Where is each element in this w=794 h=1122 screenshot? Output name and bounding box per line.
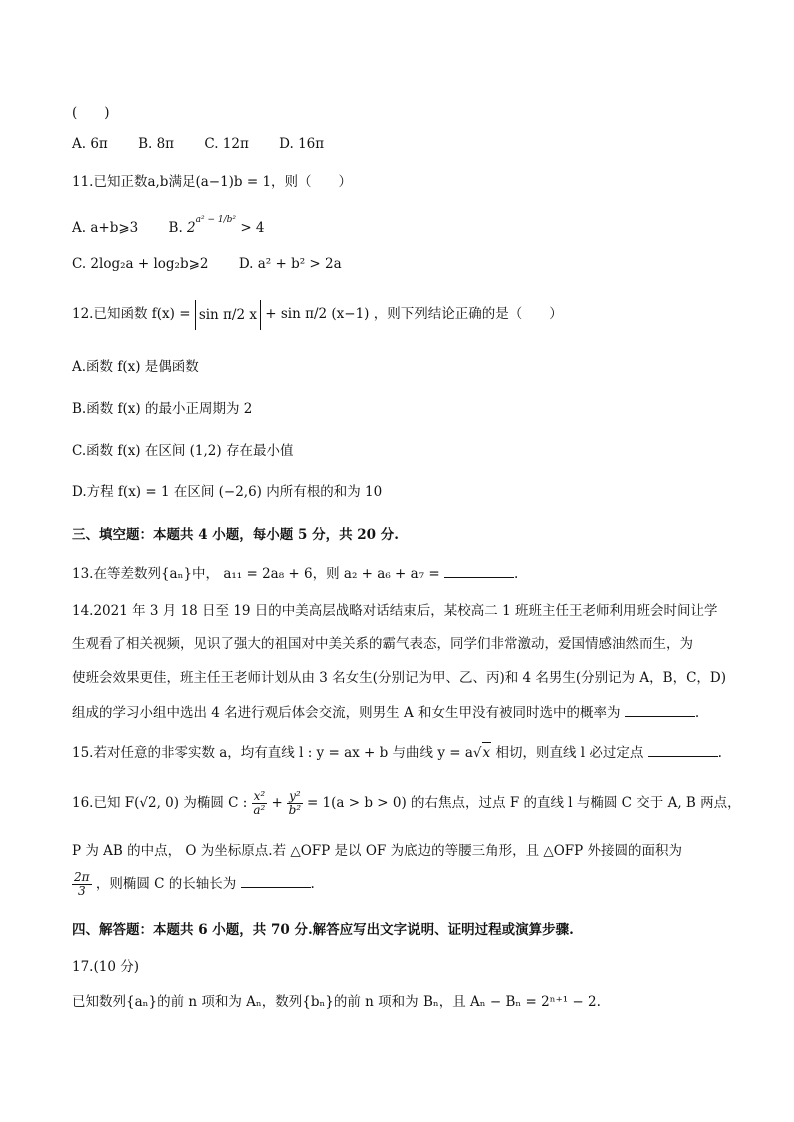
q16-fraction-area-numerator: 2π (74, 870, 90, 884)
q11-option-c: C. 2log₂a + log₂b⩾2 (72, 256, 209, 272)
q16-line-3 (72, 866, 315, 902)
q14-end: . (694, 705, 700, 721)
q12-option-b: B.函数 f(x) 的最小正周期为 2 (72, 401, 253, 417)
q15 (72, 742, 722, 763)
q16-fraction-x (252, 790, 268, 817)
q16-fraction-area-denominator: 3 (77, 884, 86, 898)
q14-answer-blank (625, 704, 695, 717)
q15-suffix: 相切，则直线 l 必过定点 (495, 745, 644, 761)
q16-line-1-suffix: = 1(a > b > 0) 的右焦点，过点 F 的直线 l 与椭圆 C 交于 A, B 两点， (306, 795, 741, 811)
q13-text: 13.在等差数列{aₙ}中， a₁₁ = 2a₈ + 6，则 a₂ + a₆ + a₇ = (72, 566, 440, 582)
q15-sqrt-term: x (482, 742, 492, 763)
q13-answer-blank (444, 565, 514, 578)
q12-option-c: C.函数 f(x) 在区间 (1,2) 存在最小值 (72, 443, 294, 459)
q17-heading: 17.(10 分) (72, 959, 139, 975)
q15-answer-blank (648, 744, 718, 757)
q12-stem-prefix: 12.已知函数 f(x) = (72, 306, 191, 322)
q15-prefix: 15.若对任意的非零实数 a，均有直线 l : y = ax + b 与曲线 y = a (72, 745, 473, 761)
q11-option-b (168, 215, 265, 236)
q16-line-2: P 为 AB 的中点， O 为坐标原点.若 △OFP 是以 OF 为底边的等腰三角形，且 △OFP 外接圆的面积为 (72, 843, 683, 859)
q11-option-a: A. a+b⩾3 (72, 220, 139, 236)
q10-option-d: D. 16π (279, 136, 325, 152)
q17-text: 已知数列{aₙ}的前 n 项和为 Aₙ，数列{bₙ}的前 n 项和为 Bₙ，且 Aₙ − Bₙ = 2ⁿ⁺¹ − 2. (72, 994, 601, 1010)
q10-option-c: C. 12π (204, 136, 249, 152)
q10-paren: ( ) (72, 105, 110, 121)
section-4-heading: 四、解答题：本题共 6 小题，共 70 分.解答应写出文字说明、证明过程或演算步骤. (72, 922, 574, 938)
q11-options-ab (72, 210, 265, 238)
q15-end: . (717, 745, 722, 761)
q16-fraction-x-numerator: x² (253, 789, 266, 803)
q14-line-4-text: 组成的学习小组中选出 4 名进行观后体会交流，则男生 A 和女生甲没有被同时选中的概率为 (72, 705, 621, 721)
q11-option-b-base: 2 (187, 220, 196, 236)
q10-option-a: A. 6π (72, 136, 108, 152)
q16-fraction-y-denominator: b² (288, 803, 302, 817)
q10-options (72, 134, 350, 154)
q16-line-1-prefix: 16.已知 F(√2, 0) 为椭圆 C : (72, 795, 248, 811)
q13 (72, 564, 518, 584)
q16-fraction-x-denominator: a² (253, 803, 266, 817)
q16-fraction-area (72, 871, 92, 898)
q16-plus: + (271, 795, 283, 811)
q16-line-1 (72, 786, 741, 820)
q12-option-a: A.函数 f(x) 是偶函数 (72, 359, 199, 375)
q10-option-b: B. 8π (138, 136, 175, 152)
q14-line-4 (72, 703, 699, 723)
q11-option-b-tail: > 4 (240, 220, 265, 236)
q14-line-1: 14.2021 年 3 月 18 日至 19 日的中美高层战略对话结束后，某校高二 1 班班主任王老师利用班会时间让学 (72, 603, 718, 619)
q12-option-d: D.方程 f(x) = 1 在区间 (−2,6) 内所有根的和为 10 (72, 484, 383, 500)
q14-line-3: 使班会效果更佳，班主任王老师计划从由 3 名女生(分别记为甲、乙、丙)和 4 名男生(分别记为 A，B，C，D) (72, 670, 727, 686)
q13-end: . (514, 566, 519, 582)
q11-options-cd (72, 254, 342, 274)
sqrt-symbol-icon: √ (472, 745, 482, 761)
q11-option-b-exponent: a² − 1/b² (195, 215, 237, 225)
q16-fraction-y (287, 790, 303, 817)
q16-end: . (310, 876, 315, 892)
q12-stem-mid: + sin π/2 (x−1) (265, 306, 370, 322)
q16-fraction-y-numerator: y² (289, 789, 301, 803)
q12-abs-term: sin π/2 x (195, 300, 261, 330)
section-3-heading: 三、填空题：本题共 4 小题，每小题 5 分，共 20 分. (72, 527, 399, 543)
q11-stem: 11.已知正数a,b满足(a−1)b = 1，则（ ） (72, 174, 353, 190)
q12-stem (72, 297, 563, 331)
q14-line-2: 生观看了相关视频，见识了强大的祖国对中美关系的霸气表态，同学们非常激动，爱国情感油然而生，为 (72, 636, 693, 652)
q11-option-b-label: B. (168, 220, 183, 236)
q16-answer-blank (241, 875, 311, 888)
q16-line-3-suffix: ，则椭圆 C 的长轴长为 (95, 876, 237, 892)
q11-option-d: D. a² + b² > 2a (238, 256, 342, 272)
q12-stem-suffix: ，则下列结论正确的是（ ） (373, 306, 563, 322)
